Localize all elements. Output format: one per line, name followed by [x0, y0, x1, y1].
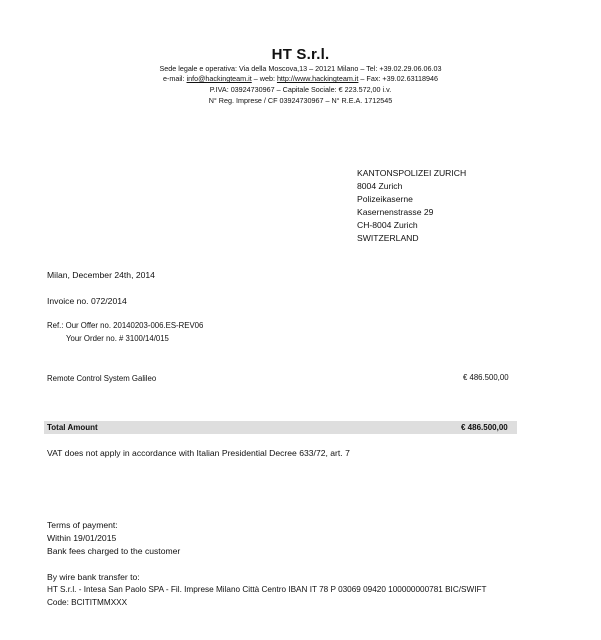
web-link[interactable]: http://www.hackingteam.it: [276, 74, 359, 83]
order-reference: Your Order no. # 3100/14/015: [66, 334, 169, 343]
payment-due-date: Within 19/01/2015: [47, 533, 117, 543]
recipient-line: Polizeikaserne: [357, 194, 413, 204]
recipient-line: 8004 Zurich: [357, 181, 403, 191]
bank-transfer-title: By wire bank transfer to:: [47, 572, 140, 582]
header-address-line: Sede legale e operativa: Via della Moscova,13 – 20121 Milano – Tel: +39.02.29.06.06.03: [159, 64, 442, 73]
email-prefix: e-mail:: [162, 74, 187, 83]
header-registry-line: N° Reg. Imprese / CF 03924730967 – N° R.E.A. 1712545: [208, 96, 393, 105]
payment-fees-note: Bank fees charged to the customer: [47, 546, 181, 556]
total-label: Total Amount: [47, 423, 98, 432]
total-row-background: [44, 421, 517, 434]
recipient-line: CH-8004 Zurich: [357, 220, 418, 230]
recipient-line: Kasernenstrasse 29: [357, 207, 434, 217]
vat-note: VAT does not apply in accordance with Italian Presidential Decree 633/72, art. 7: [47, 448, 350, 458]
payment-terms-title: Terms of payment:: [47, 520, 118, 530]
offer-reference: Ref.: Our Offer no. 20140203-006.ES-REV06: [47, 321, 204, 330]
fax-text: – Fax: +39.02.63118946: [358, 74, 439, 83]
recipient-line: KANTONSPOLIZEI ZURICH: [357, 168, 467, 178]
total-amount: € 486.500,00: [461, 423, 508, 432]
invoice-number: Invoice no. 072/2014: [47, 296, 127, 306]
email-link[interactable]: info@hackingteam.it: [186, 74, 252, 83]
web-prefix: – web:: [251, 74, 277, 83]
item-amount: € 486.500,00: [463, 373, 509, 382]
invoice-date: Milan, December 24th, 2014: [47, 270, 155, 280]
header-contact-line: [0, 74, 601, 83]
header-vat-line: P.IVA: 03924730967 – Capitale Sociale: € 223.572,00 i.v.: [209, 85, 392, 94]
item-description: Remote Control System Galileo: [47, 374, 157, 383]
recipient-line: SWITZERLAND: [357, 233, 419, 243]
swift-code: Code: BCITITMMXXX: [47, 598, 128, 607]
company-name: HT S.r.l.: [271, 46, 330, 63]
bank-details: HT S.r.l. - Intesa San Paolo SPA - Fil. Imprese Milano Città Centro IBAN IT 78 P 03069 09420 100000000781 BIC/SWIFT: [47, 585, 487, 594]
